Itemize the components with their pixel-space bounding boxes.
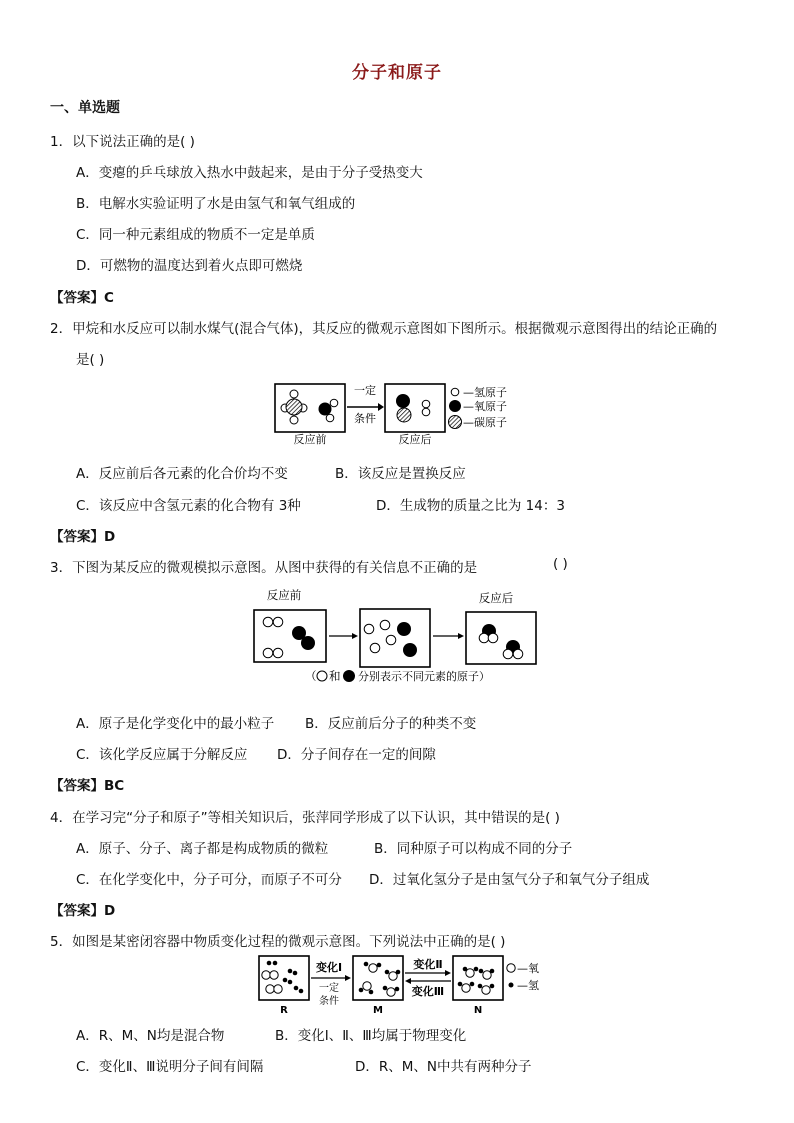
arrow-head-left-icon bbox=[405, 978, 411, 984]
legend-white-atom-icon bbox=[317, 671, 327, 681]
question-5-option-d: D．R、M、N中共有两种分子 bbox=[355, 1059, 532, 1075]
caption-rest: 分别表示不同元素的原子） bbox=[358, 670, 490, 683]
question-5-option-c: C．变化Ⅱ、Ⅲ说明分子间有间隔 bbox=[76, 1059, 264, 1075]
arrow-head-icon bbox=[458, 633, 464, 639]
change-1-label: 变化Ⅰ bbox=[315, 961, 343, 974]
question-5-option-b: B．变化Ⅰ、Ⅱ、Ⅲ均属于物理变化 bbox=[275, 1028, 467, 1044]
question-2-diagram bbox=[270, 376, 530, 448]
before-label: 反应前 bbox=[266, 588, 302, 602]
legend-oxygen-icon bbox=[507, 964, 515, 972]
legend-hydrogen-icon bbox=[451, 388, 459, 396]
label-r: R bbox=[280, 1005, 288, 1016]
legend-hydrogen-label: —氢 bbox=[517, 979, 539, 992]
question-4-option-b: B．同种原子可以构成不同的分子 bbox=[374, 841, 573, 857]
legend-carbon-label: —碳原子 bbox=[463, 416, 507, 429]
question-3-stem: 3．下图为某反应的微观模拟示意图。从图中获得的有关信息不正确的是 bbox=[50, 560, 478, 576]
question-4-option-a: A．原子、分子、离子都是构成物质的微粒 bbox=[76, 841, 329, 857]
change-2-label: 变化Ⅱ bbox=[413, 958, 443, 971]
question-3-paren: ( ) bbox=[553, 556, 568, 572]
after-label: 反应后 bbox=[478, 591, 514, 605]
page-title: 分子和原子 bbox=[352, 63, 442, 83]
question-4-answer: 【答案】D bbox=[50, 903, 116, 919]
section-heading: 一、单选题 bbox=[50, 100, 120, 116]
legend-black-atom-icon bbox=[343, 670, 355, 682]
change-3-label: 变化Ⅲ bbox=[411, 985, 445, 998]
question-2-option-b: B．该反应是置换反应 bbox=[335, 466, 466, 482]
question-1-answer: 【答案】C bbox=[50, 290, 114, 306]
legend-oxygen-label: —氧 bbox=[517, 962, 539, 975]
arrow-top-label: 一定 bbox=[354, 384, 376, 397]
box-n bbox=[453, 956, 503, 1000]
question-2-option-c: C．该反应中含氢元素的化合物有 3种 bbox=[76, 498, 301, 514]
question-3-option-c: C．该化学反应属于分解反应 bbox=[76, 747, 248, 763]
question-4-stem: 4．在学习完“分子和原子”等相关知识后，张萍同学形成了以下认识，其中错误的是( ) bbox=[50, 810, 560, 826]
after-box bbox=[466, 612, 536, 664]
condition-label-1: 一定 bbox=[319, 983, 339, 994]
label-n: N bbox=[473, 1005, 483, 1016]
question-5-diagram bbox=[254, 952, 550, 1018]
legend-carbon-icon bbox=[449, 416, 462, 429]
label-m: M bbox=[373, 1005, 383, 1016]
caption-and: 和 bbox=[329, 669, 341, 683]
question-3-option-b: B．反应前后分子的种类不变 bbox=[305, 716, 477, 732]
question-2-stem: 2．甲烷和水反应可以制水煤气(混合气体)，其反应的微观示意图如下图所示。根据微观示意图得出的结论正确的 bbox=[50, 321, 718, 337]
question-3-answer: 【答案】BC bbox=[50, 778, 125, 794]
question-1-option-d: D．可燃物的温度达到着火点即可燃烧 bbox=[76, 258, 303, 274]
arrow-head-icon bbox=[345, 975, 351, 981]
question-2-option-a: A．反应前后各元素的化合价均不变 bbox=[76, 466, 288, 482]
question-4-option-c: C．在化学变化中，分子可分，而原子不可分 bbox=[76, 872, 342, 888]
after-box bbox=[385, 384, 445, 432]
legend-hydrogen-label: —氢原子 bbox=[463, 386, 507, 399]
condition-label-2: 条件 bbox=[319, 996, 339, 1007]
question-5-option-a: A．R、M、N均是混合物 bbox=[76, 1028, 225, 1044]
question-2-answer: 【答案】D bbox=[50, 529, 116, 545]
question-1-option-a: A．变瘪的乒乓球放入热水中鼓起来，是由于分子受热变大 bbox=[76, 165, 423, 181]
before-label: 反应前 bbox=[293, 433, 327, 446]
arrow-head-icon bbox=[378, 403, 384, 411]
arrow-head-icon bbox=[352, 633, 358, 639]
question-1-option-b: B．电解水实验证明了水是由氢气和氧气组成的 bbox=[76, 196, 356, 212]
after-label: 反应后 bbox=[398, 433, 432, 446]
question-3-option-d: D．分子间存在一定的间隙 bbox=[277, 747, 436, 763]
arrow-bottom-label: 条件 bbox=[354, 412, 376, 425]
caption-open: （ bbox=[305, 669, 317, 683]
question-2-stem-continued: 是( ) bbox=[76, 352, 105, 368]
question-3-option-a: A．原子是化学变化中的最小粒子 bbox=[76, 716, 275, 732]
legend-oxygen-label: —氧原子 bbox=[463, 400, 507, 413]
question-3-diagram bbox=[250, 585, 542, 687]
legend-oxygen-icon bbox=[449, 400, 461, 412]
arrow-head-icon bbox=[445, 970, 451, 976]
question-2-option-d: D．生成物的质量之比为 14：3 bbox=[376, 498, 565, 514]
question-5-stem: 5．如图是某密闭容器中物质变化过程的微观示意图。下列说法中正确的是( ) bbox=[50, 934, 506, 950]
question-4-option-d: D．过氧化氢分子是由氢气分子和氧气分子组成 bbox=[369, 872, 650, 888]
question-1-stem: 1．以下说法正确的是( ) bbox=[50, 134, 195, 150]
question-1-option-c: C．同一种元素组成的物质不一定是单质 bbox=[76, 227, 315, 243]
legend-hydrogen-icon bbox=[509, 983, 514, 988]
